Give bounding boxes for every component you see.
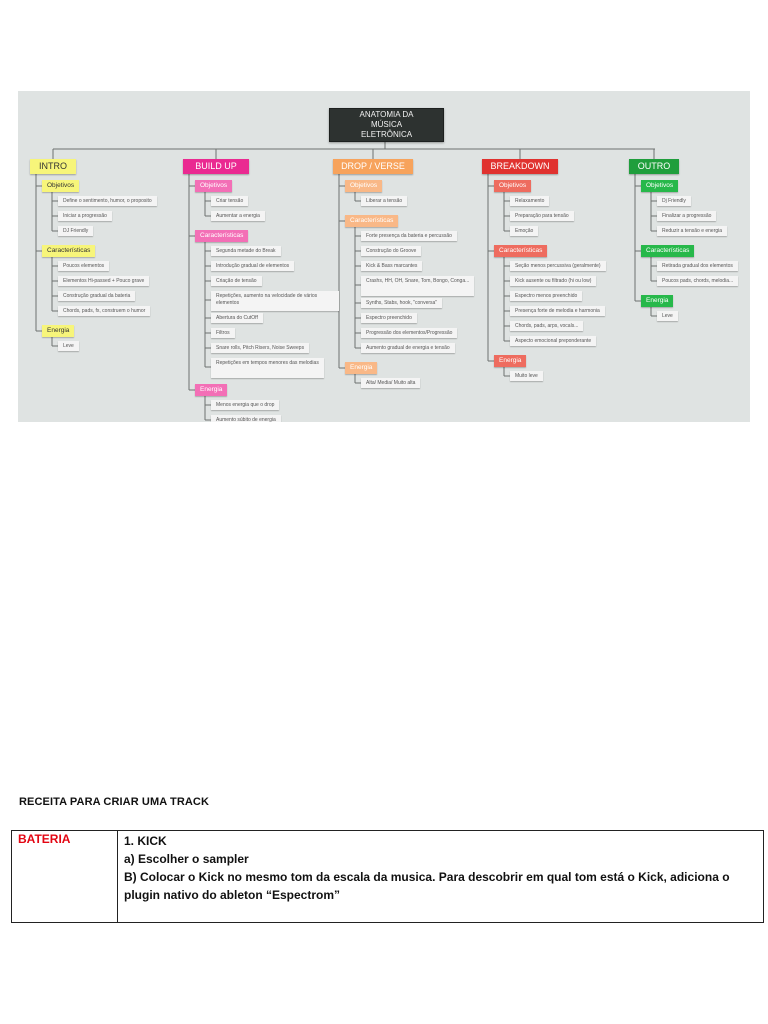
list-item: Synths, Stabs, hook, "conversa" bbox=[361, 298, 442, 308]
column-header-intro: INTRO bbox=[30, 159, 76, 174]
list-item: Abertura do CutOff bbox=[211, 313, 263, 323]
list-item: Aumentar a energia bbox=[211, 211, 265, 221]
table-cell-label: BATERIA bbox=[12, 831, 118, 923]
root-line-2: ELETRÔNICA bbox=[360, 130, 413, 139]
section-objetivos: Objetivos bbox=[42, 180, 79, 192]
list-item: Emoção bbox=[510, 226, 538, 236]
mind-map-diagram bbox=[18, 91, 750, 422]
list-item: Preparação para tensão bbox=[510, 211, 574, 221]
list-item: Criar tensão bbox=[211, 196, 248, 206]
list-item: Retirada gradual dos elementos bbox=[657, 261, 738, 271]
recipe-table bbox=[11, 830, 764, 923]
list-item: Construção do Groove bbox=[361, 246, 421, 256]
section-energia: Energia bbox=[42, 325, 74, 337]
section-caracteristicas: Características bbox=[345, 215, 398, 227]
list-item: Seção menos percussiva (geralmente) bbox=[510, 261, 606, 271]
list-item: Repetições em tempos menores das melodias bbox=[211, 358, 324, 378]
column-header-drop-verse: DROP / VERSE bbox=[333, 159, 413, 174]
list-item: Forte presença da bateria e percussão bbox=[361, 231, 457, 241]
list-item: Espectro menos preenchido bbox=[510, 291, 582, 301]
list-item: Criação de tensão bbox=[211, 276, 262, 286]
column-header-breakdown: BREAKDOWN bbox=[482, 159, 558, 174]
list-item: Filtros bbox=[211, 328, 235, 338]
list-item: Define o sentimento, humor, o proposito bbox=[58, 196, 157, 206]
column-header-build-up: BUILD UP bbox=[183, 159, 249, 174]
list-item: Alta/ Media/ Muito alta bbox=[361, 378, 420, 388]
section-caracteristicas: Características bbox=[42, 245, 95, 257]
list-item: Chords, pads, arps, vocals... bbox=[510, 321, 583, 331]
list-item: Poucos pads, chords, melodia... bbox=[657, 276, 738, 286]
list-item: Repetições, aumento na velocidade de vários elementos bbox=[211, 291, 339, 311]
list-item: Construção gradual da bateria bbox=[58, 291, 135, 301]
root-line-1: ANATOMIA DA MÚSICA bbox=[359, 110, 414, 129]
section-caracteristicas: Características bbox=[641, 245, 694, 257]
section-caracteristicas: Características bbox=[195, 230, 248, 242]
list-item: Reduzir a tensão e energia bbox=[657, 226, 727, 236]
list-item: Muito leve bbox=[510, 371, 543, 381]
section-objetivos: Objetivos bbox=[494, 180, 531, 192]
list-item: Chords, pads, fx, construem o humor bbox=[58, 306, 150, 316]
list-item: Elementos Hi-passed + Pouco grave bbox=[58, 276, 149, 286]
list-item: Presença forte de melodia e harmonia bbox=[510, 306, 605, 316]
section-caracteristicas: Características bbox=[494, 245, 547, 257]
list-item: DJ Friendly bbox=[58, 226, 93, 236]
list-item: Menos energia que o drop bbox=[211, 400, 279, 410]
list-item: Aumento súbito de energia bbox=[211, 415, 281, 422]
list-item: Kick & Bass marcantes bbox=[361, 261, 422, 271]
list-item: Snare rolls, Pitch Risers, Noise Sweeps bbox=[211, 343, 309, 353]
section-objetivos: Objetivos bbox=[345, 180, 382, 192]
section-energia: Energia bbox=[345, 362, 377, 374]
table-row bbox=[12, 831, 764, 923]
section-objetivos: Objetivos bbox=[641, 180, 678, 192]
document-title: RECEITA PARA CRIAR UMA TRACK bbox=[19, 796, 209, 808]
table-cell-content bbox=[118, 831, 764, 923]
column-header-outro: OUTRO bbox=[629, 159, 679, 174]
mind-map-root bbox=[329, 108, 444, 142]
list-item: Relaxamento bbox=[510, 196, 549, 206]
list-item: Liberar a tensão bbox=[361, 196, 407, 206]
step-a: a) Escolher o sampler bbox=[124, 852, 249, 866]
list-item: Poucos elementos bbox=[58, 261, 109, 271]
list-item: Finalizar a progressão bbox=[657, 211, 716, 221]
step-b: B) Colocar o Kick no mesmo tom da escala da musica. Para descobrir em qual tom está o Kick, adiciona o plugin nativo do ableton “Espectrom” bbox=[124, 870, 730, 902]
list-item: Progressão dos elementos/Progressão bbox=[361, 328, 457, 338]
list-item: Aumento gradual de energia e tensão bbox=[361, 343, 455, 353]
section-objetivos: Objetivos bbox=[195, 180, 232, 192]
list-item: Leve bbox=[657, 311, 678, 321]
list-item: Crashs, HH, OH, Snare, Tom, Bongo, Conga... bbox=[361, 276, 474, 296]
list-item: Segunda metade do Break bbox=[211, 246, 281, 256]
list-item: Espectro preenchido bbox=[361, 313, 417, 323]
list-item: Aspecto emocional preponderante bbox=[510, 336, 596, 346]
list-item: Introdução gradual de elementos bbox=[211, 261, 294, 271]
section-energia: Energia bbox=[641, 295, 673, 307]
list-item: Kick ausente ou filtrado (hi ou low) bbox=[510, 276, 596, 286]
section-energia: Energia bbox=[494, 355, 526, 367]
list-item: Iniciar a progressão bbox=[58, 211, 112, 221]
list-item: Leve bbox=[58, 341, 79, 351]
list-item: Dj Friendly bbox=[657, 196, 691, 206]
step-heading: 1. KICK bbox=[124, 834, 167, 848]
section-energia: Energia bbox=[195, 384, 227, 396]
